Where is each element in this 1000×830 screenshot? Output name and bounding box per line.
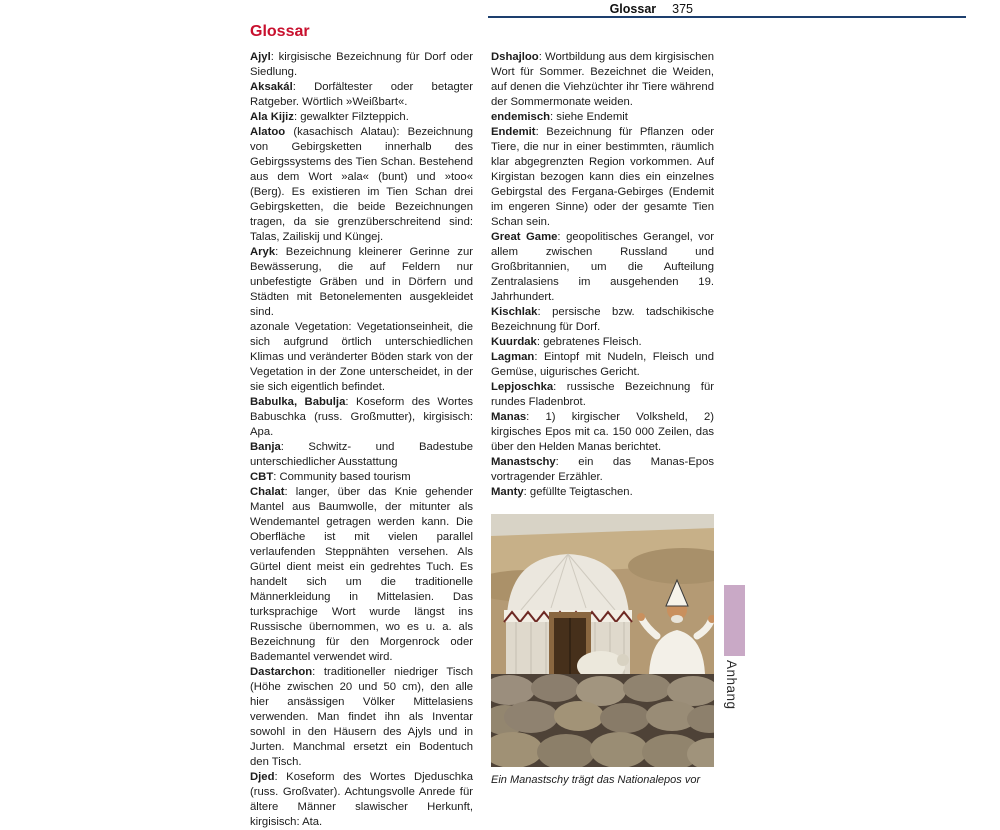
glossary-entry — [250, 770, 473, 830]
glossary-definition: : Community based tourism — [273, 471, 411, 483]
glossary-entry — [491, 350, 714, 380]
glossary-entry — [491, 380, 714, 410]
glossary-term: Great Game — [491, 231, 558, 243]
photo-caption: Ein Manastschy trägt das Nationalepos vor — [491, 774, 701, 786]
glossary-columns — [250, 50, 714, 830]
glossary-definition: : gebratenes Fleisch. — [536, 336, 642, 348]
glossary-term: Banja — [250, 441, 281, 453]
glossary-entry — [491, 410, 714, 455]
glossary-column-left — [250, 50, 473, 830]
glossary-definition: : kirgisische Bezeichnung für Dorf oder Siedlung. — [250, 51, 473, 78]
glossary-entry — [250, 665, 473, 770]
glossary-entry — [250, 320, 473, 395]
glossary-term: Lepjoschka — [491, 381, 554, 393]
glossary-entry — [250, 110, 473, 125]
glossary-term: Dshajloo — [491, 51, 539, 63]
glossary-entry — [250, 245, 473, 320]
glossary-entry — [491, 230, 714, 305]
glossary-entry — [491, 110, 714, 125]
glossary-definition: : gewalkter Filzteppich. — [293, 111, 409, 123]
glossary-term: Manas — [491, 411, 527, 423]
glossary-entry — [250, 50, 473, 80]
glossary-definition: : 1) kirgischer Volksheld, 2) kirgisches Epos mit ca. 150 000 Zeilen, das über den Helden Manas berichtet. — [491, 411, 714, 453]
glossary-term: Manty — [491, 486, 524, 498]
section-tab-marker — [724, 585, 745, 656]
glossary-entry — [250, 125, 473, 245]
page-header — [488, 2, 693, 16]
glossary-term: azonale Vegetation — [250, 321, 349, 333]
stone-wall — [491, 674, 714, 767]
glossary-list-left — [250, 50, 473, 830]
glossary-definition: : Wortbildung aus dem kirgisischen Wort für Sommer. Bezeichnet die Weiden, auf denen die Viehzüchter ihr Tiere während der Sommermonate weiden. — [491, 51, 714, 108]
glossary-definition: : langer, über das Knie gehender Mantel aus Baumwolle, der mitunter als Wendemantel getragen werden kann. Die Oberfläche ist mit vielen parallel verlaufenden Steppnähten versehen. Als Gürtel dient meist ein gedrehtes Tuch. Es handelt sich um die traditionelle Männerkleidung in Mittelasien. Das turksprachige Wort wurde längst ins Russische übernommen, wo es u. a. als Bezeichnung für den Morgenrock oder Bademantel verwendet wird. — [250, 486, 473, 663]
glossary-term: Kuurdak — [491, 336, 537, 348]
glossary-entry — [250, 470, 473, 485]
glossary-term: Ajyl — [250, 51, 271, 63]
glossary-entry — [491, 335, 714, 350]
glossary-entry — [491, 305, 714, 335]
yurt-photo-illustration — [491, 514, 714, 767]
glossary-entry — [250, 440, 473, 470]
yurt-photo — [491, 514, 714, 787]
glossary-term: Ala Kijiz — [250, 111, 294, 123]
glossary-definition: : Eintopf mit Nudeln, Fleisch und Gemüse, uigurisches Gericht. — [491, 351, 714, 378]
glossary-entry — [491, 125, 714, 230]
glossary-entry — [491, 50, 714, 110]
glossary-definition: : ein das Manas-Epos vortragender Erzähler. — [491, 456, 714, 483]
glossary-list-right — [491, 50, 714, 500]
glossary-definition: : Dorfältester oder betagter Ratgeber. Wörtlich »Weißbart«. — [250, 81, 473, 108]
glossary-definition: : Vegetationseinheit, die sich aufgrund örtlich unterschiedlichen Klimas und veränderter Böden stark von der Vegetation in der Zone unterscheidet, in der sie sich eigentlich befindet. — [250, 321, 473, 393]
glossary-definition: : gefüllte Teigtaschen. — [523, 486, 633, 498]
glossary-term: Dastarchon — [250, 666, 313, 678]
header-rule — [488, 16, 966, 18]
glossary-definition: : siehe Endemit — [550, 111, 628, 123]
glossary-definition: : traditioneller niedriger Tisch (Höhe zwischen 20 und 50 cm), den alle hier ansässigen Völker Mittelasiens verwenden. Man findet ihn als Inventar sowohl in den Häusern des Ajyls und in Jurten. Manchmal ersetzt ein Bodentuch den Tisch. — [250, 666, 473, 768]
glossary-page-title: Glossar — [250, 23, 310, 40]
glossary-entry — [250, 485, 473, 665]
glossary-term: Aryk — [250, 246, 276, 258]
glossary-definition: : Bezeichnung für Pflanzen oder Tiere, die nur in einer bestimmten, räumlich klar abgegrenzten Region vorkommen. Auf Kirgistan bezogen kann dies ein einzelnes Gebirgstal des Fergana-Gebirges (Endemit im engeren Sinne) oder der gesamte Tien Schan sein. — [491, 126, 714, 228]
glossary-definition: (kasachisch Alatau): Bezeichnung von Gebirgsketten innerhalb des Gebirgssystems des Tien Schan. Bestehend aus dem Wort »ala« (bunt) und »too« (Berg). Es existieren im Tien Schan drei Gebirgsketten, die beide Bezeichnungen tragen, da sie grenzüberschreitend sind: Talas, Zailiskij und Küngej. — [250, 126, 473, 243]
header-page-number: 375 — [672, 2, 693, 16]
glossary-term: endemisch — [491, 111, 551, 123]
glossary-definition: : geopolitisches Gerangel, vor allem zwischen Russland und Großbritannien, um die Aufteilung Zentralasiens im ausgehenden 19. Jahrhundert. — [491, 231, 714, 303]
glossary-term: Babulka, Babulja — [250, 396, 346, 408]
glossary-definition: : Koseform des Wortes Djeduschka (russ. Großvater). Achtungsvolle Anrede für ältere Männer slawischer Herkunft, kirgisisch: Ata. — [250, 771, 473, 828]
glossary-term: Chalat — [250, 486, 285, 498]
glossary-entry — [250, 395, 473, 440]
glossary-entry — [491, 485, 714, 500]
glossary-definition: : russische Bezeichnung für rundes Fladenbrot. — [491, 381, 714, 408]
glossary-term: Djed — [250, 771, 275, 783]
glossary-term: Kischlak — [491, 306, 538, 318]
glossary-term: Manastschy — [491, 456, 556, 468]
glossary-entry — [491, 455, 714, 485]
glossary-column-right — [491, 50, 714, 830]
glossary-entry — [250, 80, 473, 110]
section-tab-label: Anhang — [724, 660, 739, 710]
glossary-definition: : persische bzw. tadschikische Bezeichnung für Dorf. — [491, 306, 714, 333]
glossary-definition: : Koseform des Wortes Babuschka (russ. Großmutter), kirgisisch: Apa. — [250, 396, 474, 438]
glossary-definition: : Bezeichnung kleinerer Gerinne zur Bewässerung, die auf Feldern nur unbefestigte Gräben und in Dörfern und Städten mit Betonelementen ausgekleidet sind. — [250, 246, 473, 318]
glossary-term: Endemit — [491, 126, 536, 138]
header-section-title: Glossar — [609, 2, 657, 16]
glossary-term: Lagman — [491, 351, 535, 363]
glossary-definition: : Schwitz- und Badestube unterschiedlicher Ausstattung — [250, 441, 473, 468]
glossary-term: Aksakál — [250, 81, 293, 93]
glossary-term: Alatoo — [250, 126, 286, 138]
glossary-term: CBT — [250, 471, 274, 483]
